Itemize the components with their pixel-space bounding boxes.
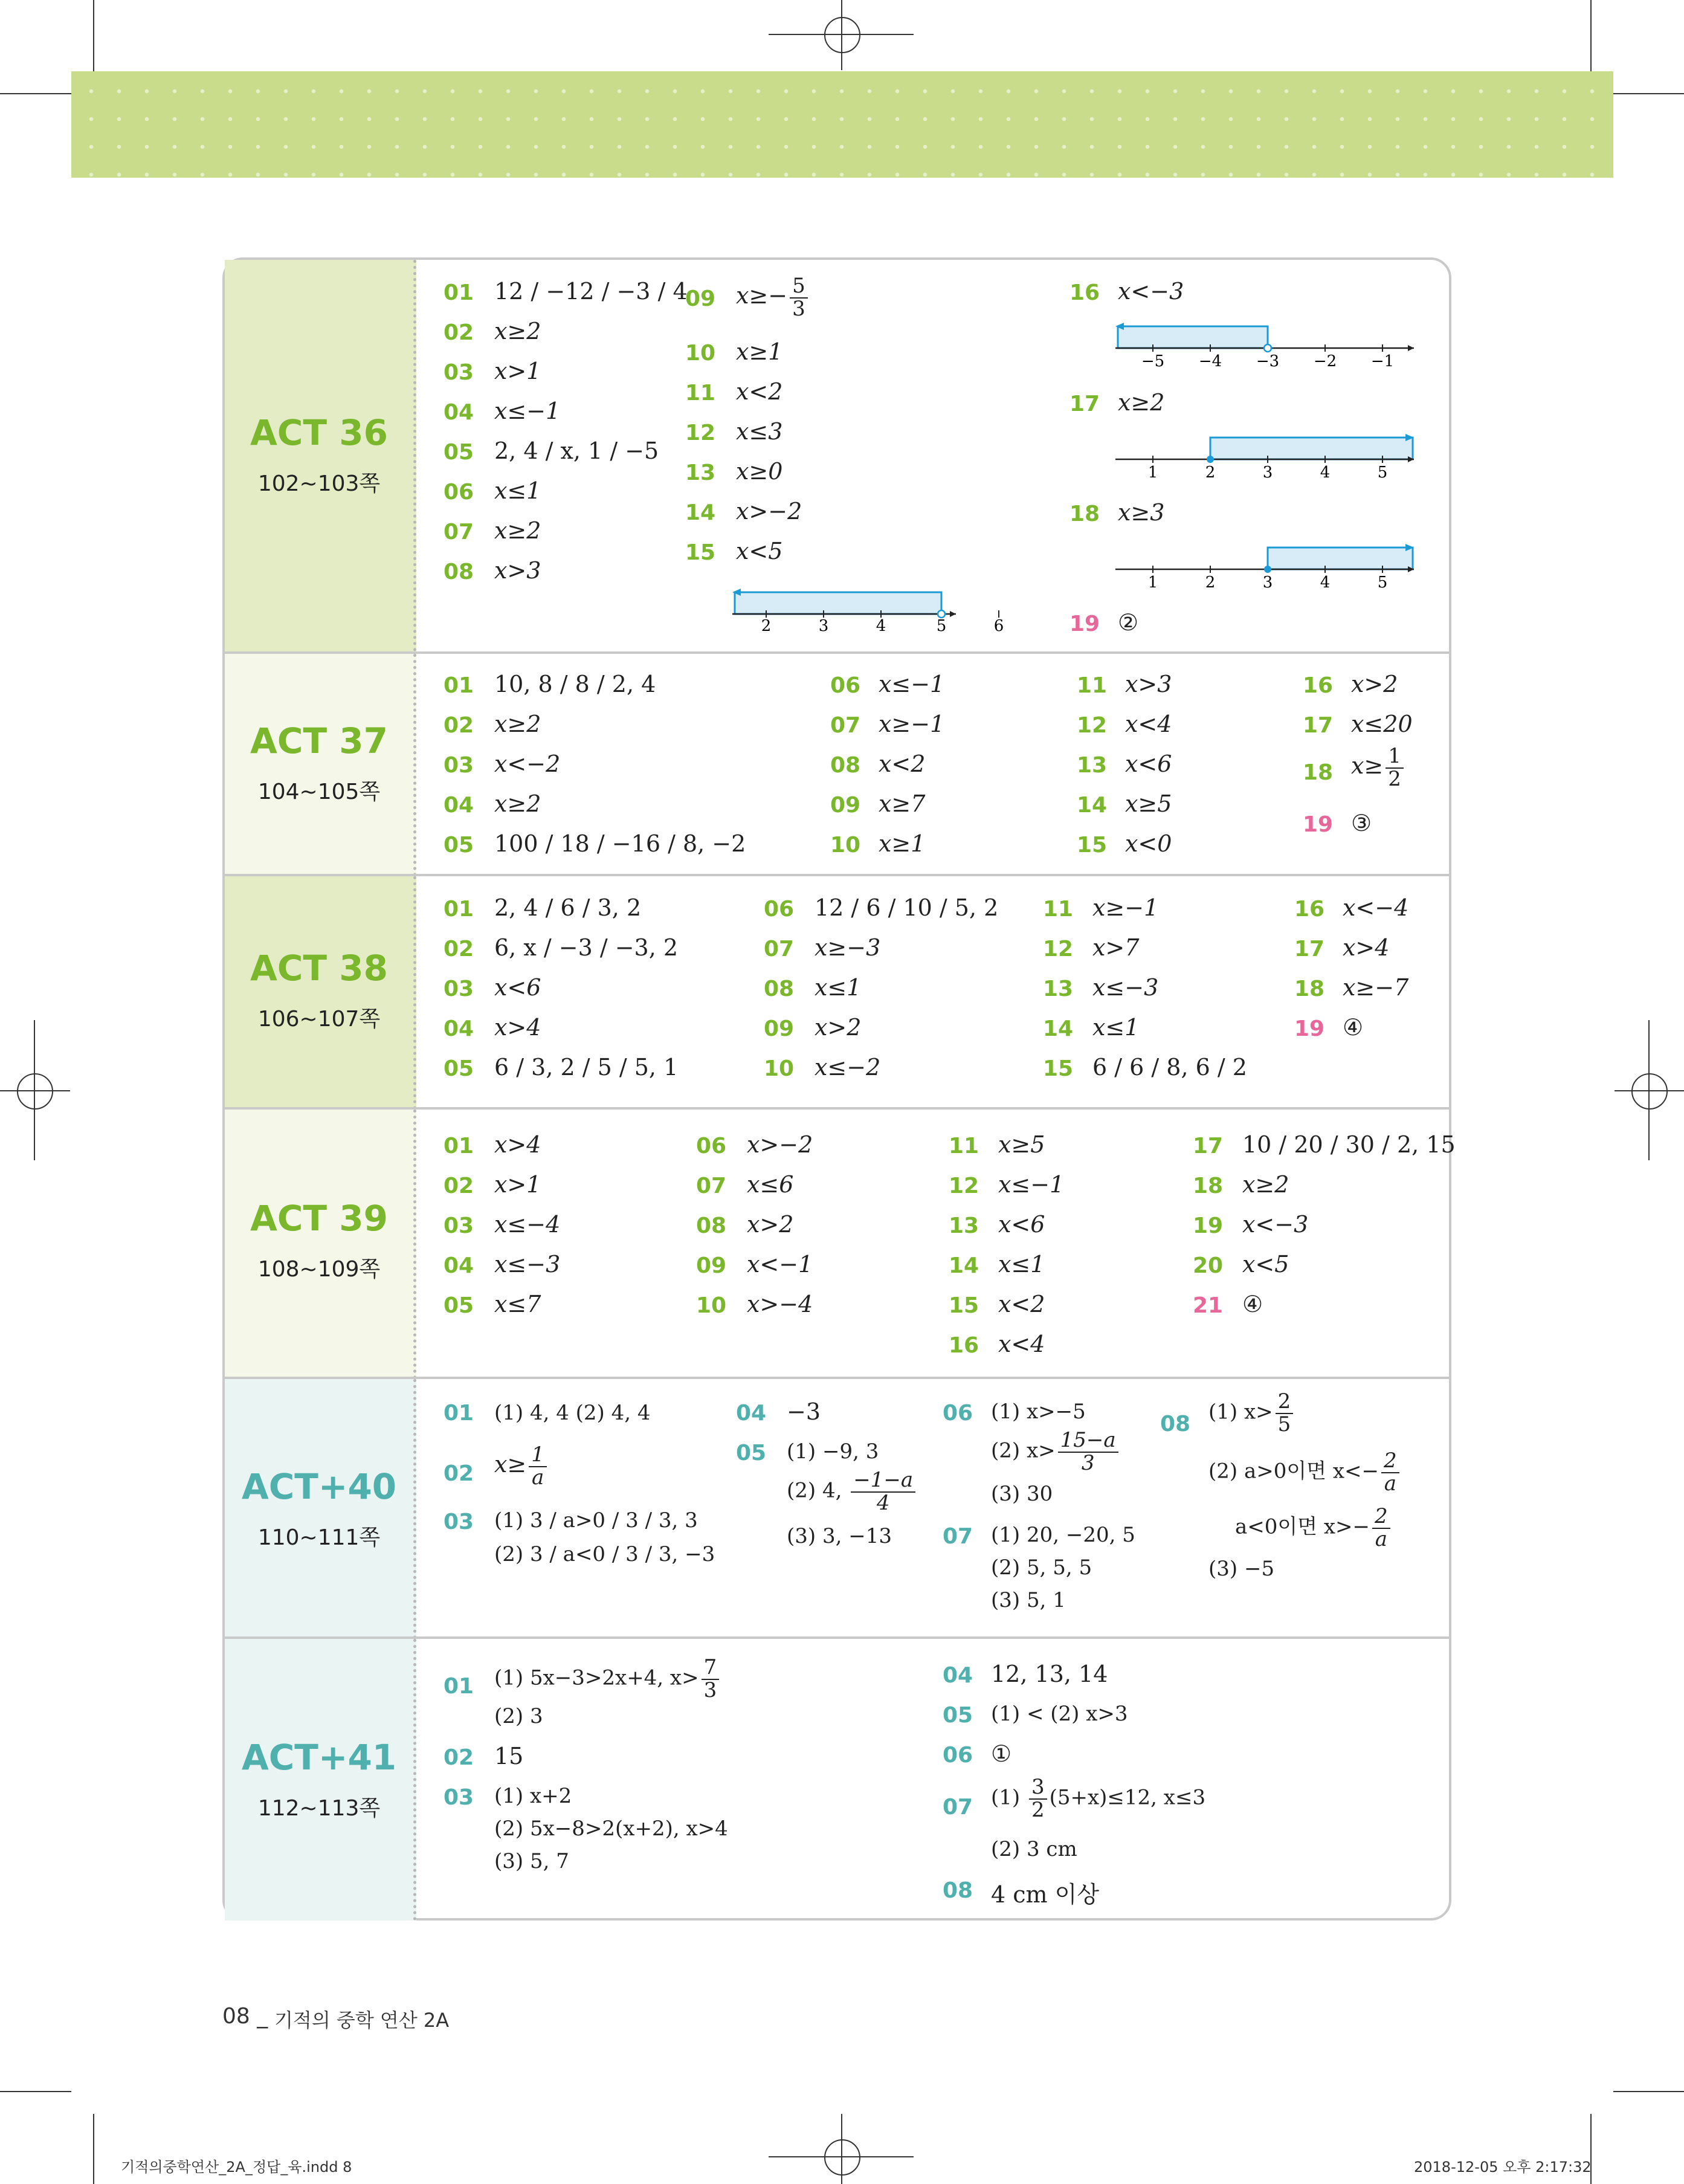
item-number: 06 [830,673,861,698]
item-number: 16 [949,1333,979,1358]
item-answer-line: (2) 5x−8>2(x+2), x>4 [494,1817,728,1841]
item-answer: x≥−7 [1343,974,1409,1001]
tick-label: 3 [1262,464,1273,482]
item-number: 09 [696,1253,727,1278]
item-number: 13 [1043,977,1074,1001]
item-number: 02 [444,713,474,738]
item-number: 15 [1077,833,1108,858]
item-number: 18 [1069,502,1100,526]
item-answer-line: (3) 5, 7 [494,1849,569,1873]
item-number: 03 [444,1213,474,1238]
item-answer: 6 / 6 / 8, 6 / 2 [1092,1054,1247,1081]
tick-label: 2 [1205,573,1216,592]
item-number: 15 [1043,1056,1074,1081]
item-number: 04 [444,400,474,425]
item-number: 03 [444,977,474,1001]
item-number: 01 [444,280,474,305]
header-band [71,71,1613,178]
item-answer: x<6 [494,974,541,1001]
item-answer-line: a<0이면 x>− $\frac{2}{a}$ [1235,1506,1393,1550]
item-answer: (1) < (2) x>3 [991,1702,1128,1726]
item-answer-line: (3) 3, −13 [787,1524,892,1548]
item-answer: x>−4 [747,1291,813,1317]
tick-label: 1 [1147,464,1158,482]
item-number: 05 [736,1441,767,1465]
item-number: 07 [444,520,474,544]
item-answer: 12 / 6 / 10 / 5, 2 [815,894,999,921]
item-answer: x<2 [879,751,926,777]
item-number: 12 [1077,713,1108,738]
item-answer: x≤1 [494,477,541,504]
section-label [225,260,416,651]
tick-label: 4 [1320,573,1331,592]
item-answer: x<5 [736,538,783,564]
item-number: 09 [830,793,861,818]
item-answer: x≥−3 [815,934,881,961]
item-answer: (1) 3 / a>0 / 3 / 3, 3 [494,1508,698,1533]
item-answer: x≥1 [736,338,783,365]
item-number: 18 [1193,1174,1224,1198]
act-title: ACT 39 [250,1198,388,1239]
book-title: 기적의 중학 연산 2A [274,2009,450,2032]
item-number: 07 [830,713,861,738]
item-number: 13 [1077,753,1108,778]
item-number: 06 [943,1743,973,1768]
item-number: 21 [1193,1293,1224,1318]
item-number: 04 [444,793,474,818]
act-pages: 108~109쪽 [257,1257,381,1282]
item-number: 18 [1294,977,1325,1001]
item-number: 19 [1294,1016,1325,1041]
section-label [225,1639,416,1921]
item-answer: x≥2 [1242,1171,1289,1198]
item-number: 09 [685,286,716,311]
item-number: 08 [764,977,795,1001]
item-number: 07 [764,937,795,961]
tick-label: 4 [1320,464,1331,482]
numberline-16 [1115,312,1418,370]
item-number: 14 [1043,1016,1074,1041]
act-pages: 106~107쪽 [257,1007,381,1032]
item-number: 07 [943,1795,973,1820]
item-number: 10 [764,1056,795,1081]
section-label [225,1110,416,1379]
item-answer: x≥5 [1125,790,1172,817]
tick-label: 5 [1377,573,1388,592]
item-answer-line: (3) −5 [1208,1557,1275,1581]
item-number: 14 [949,1253,979,1278]
tick-label: 3 [818,617,829,635]
item-number: 17 [1193,1134,1224,1158]
item-number: 19 [1303,812,1334,837]
item-number: 11 [949,1134,979,1158]
item-answer-line: (2) 4, $\frac{-1-a}{4}$ [787,1470,918,1514]
item-answer: x<5 [1242,1251,1289,1278]
item-number: 14 [685,500,716,525]
item-number: 03 [444,360,474,385]
tick-label: 3 [1262,573,1273,592]
item-number: 16 [1069,280,1100,305]
item-answer: x>4 [494,1131,541,1158]
item-answer: (1) −9, 3 [787,1439,879,1464]
item-answer: 6 / 3, 2 / 5 / 5, 1 [494,1054,679,1081]
item-answer: x≥2 [494,790,541,817]
act-pages: 102~103쪽 [257,471,381,496]
item-answer: x>4 [494,1014,541,1041]
item-number: 17 [1069,392,1100,416]
item-number: 06 [943,1401,973,1426]
item-number: 11 [1043,897,1074,922]
item-answer: x≥2 [494,318,541,344]
item-answer: x≥−1 [1092,894,1159,921]
item-answer: ④ [1242,1291,1263,1317]
item-number: 03 [444,753,474,778]
numberline-17 [1115,423,1418,481]
item-answer: x≤6 [747,1171,794,1198]
item-answer: x>2 [815,1014,862,1041]
section-label [225,654,416,876]
act-title: ACT 38 [250,948,388,989]
item-answer: 2, 4 / x, 1 / −5 [494,438,659,464]
item-answer: x≤20 [1351,711,1413,737]
item-number: 10 [685,341,716,366]
section-act37 [225,651,1449,876]
item-answer: x<4 [998,1331,1045,1357]
tick-label: −1 [1370,352,1395,370]
numberline-18 [1115,533,1418,591]
item-answer: x<2 [736,378,783,405]
item-answer: x≤3 [736,418,783,445]
item-number: 16 [1303,673,1334,698]
act-pages: 110~111쪽 [257,1525,381,1550]
item-answer: x≤−4 [494,1211,561,1238]
item-answer: ③ [1351,810,1372,836]
item-answer: (1) x>−5 [991,1400,1086,1424]
item-number: 01 [444,673,474,698]
item-answer-line: (2) 5, 5, 5 [991,1556,1092,1580]
item-answer: 12 / −12 / −3 / 4 [494,278,688,305]
item-number: 04 [444,1016,474,1041]
item-answer: 100 / 18 / −16 / 8, −2 [494,830,746,857]
item-answer: x>3 [1125,671,1172,697]
numberline-15 [732,574,1004,635]
item-answer: x<2 [998,1291,1045,1317]
item-answer: x≥2 [1118,389,1165,416]
item-number: 06 [764,897,795,922]
item-number: 01 [444,1134,474,1158]
item-number: 10 [830,833,861,858]
item-number: 01 [444,897,474,922]
item-answer: x<0 [1125,830,1172,857]
item-answer: x≤−1 [998,1171,1065,1198]
item-number: 07 [943,1524,973,1549]
item-answer-line: (2) x> $\frac{15-a}{3}$ [991,1430,1121,1474]
section-act36 [225,260,1449,651]
item-answer: x<4 [1125,711,1172,737]
item-answer: ② [1118,609,1139,636]
item-number: 17 [1303,713,1334,738]
item-answer: 10, 8 / 8 / 2, 4 [494,671,656,697]
item-answer: x>2 [747,1211,794,1238]
item-number: 05 [444,1056,474,1081]
item-answer: (1) 4, 4 (2) 4, 4 [494,1401,651,1425]
item-answer: x>−2 [736,498,802,525]
item-number: 02 [444,1461,474,1486]
item-answer: x≥0 [736,458,783,485]
item-answer: 4 cm 이상 [991,1881,1100,1908]
item-answer: x≥− $\frac{5}{3}$ [736,276,810,320]
item-number: 19 [1069,612,1100,636]
item-number: 08 [696,1213,727,1238]
item-answer: x≤−1 [879,671,945,697]
item-answer: x≥3 [1118,499,1165,526]
file-name: 기적의중학연산_2A_정답_육.indd 8 [121,2159,352,2176]
item-number: 06 [444,480,474,505]
tick-label: −4 [1198,352,1222,370]
item-answer: x≤1 [1092,1014,1140,1041]
item-number: 15 [949,1293,979,1318]
item-answer: x≥2 [494,711,541,737]
item-answer: ④ [1343,1014,1364,1041]
section-act38 [225,874,1449,1110]
section-act39 [225,1107,1456,1379]
item-answer: x≤7 [494,1291,541,1317]
item-answer: 2, 4 / 6 / 3, 2 [494,894,642,921]
item-number: 04 [736,1401,767,1426]
item-answer: x>1 [494,358,541,384]
item-answer: x≥5 [998,1131,1045,1158]
item-number: 01 [444,1401,474,1426]
tick-label: 2 [1205,464,1216,482]
item-number: 05 [444,1293,474,1318]
item-number: 05 [444,833,474,858]
item-answer: x>3 [494,557,541,584]
item-answer: 10 / 20 / 30 / 2, 15 [1242,1131,1456,1158]
item-answer: x≥−1 [879,711,945,737]
act-title: ACT 37 [250,720,388,761]
item-answer-line: (3) 30 [991,1482,1053,1506]
tick-label: 5 [1377,464,1388,482]
item-answer: 12, 13, 14 [991,1661,1108,1687]
item-answer: 15 [494,1743,524,1769]
item-answer: x≤1 [815,974,862,1001]
item-answer: x<6 [1125,751,1172,777]
item-answer: x≥2 [494,517,541,544]
item-number: 04 [444,1253,474,1278]
page-number: 08 _ [222,2004,268,2029]
tick-label: 1 [1147,573,1158,592]
item-number: 05 [444,440,474,465]
tick-label: 5 [936,617,947,635]
item-number: 12 [949,1174,979,1198]
item-answer: x≥7 [879,790,926,817]
item-answer: (1) x+2 [494,1784,572,1808]
item-number: 11 [685,381,716,405]
act-title: ACT+40 [241,1466,397,1507]
item-number: 05 [943,1703,973,1728]
item-answer: x≥ $\frac{1}{2}$ [1351,746,1406,790]
item-answer: (1) 5x−3>2x+4, x> $\frac{7}{3}$ [494,1657,721,1701]
item-number: 08 [444,560,474,584]
item-answer: x≤−1 [494,398,561,424]
item-number: 09 [764,1016,795,1041]
item-number: 01 [444,1674,474,1699]
item-answer-line: (3) 5, 1 [991,1588,1066,1612]
item-answer: ① [991,1740,1012,1767]
item-answer: x≥1 [879,830,926,857]
tick-label: −2 [1313,352,1337,370]
tick-label: 2 [761,617,772,635]
item-number: 06 [696,1134,727,1158]
item-number: 12 [685,421,716,445]
tick-label: 4 [876,617,886,635]
item-number: 07 [696,1174,727,1198]
item-answer: x≤1 [998,1251,1045,1278]
section-label [225,876,416,1110]
item-answer: x≤−2 [815,1054,881,1081]
item-answer: x<−3 [1118,278,1184,305]
item-number: 16 [1294,897,1325,922]
item-answer: x>4 [1343,934,1390,961]
item-number: 02 [444,937,474,961]
item-answer: x<6 [998,1211,1045,1238]
item-answer: x<−1 [747,1251,813,1278]
act-title: ACT 36 [250,412,388,453]
item-answer-line: (2) 3 [494,1704,543,1728]
item-number: 08 [830,753,861,778]
answer-table [222,257,1456,1921]
item-number: 20 [1193,1253,1224,1278]
tick-label: 6 [993,617,1004,635]
item-answer: x>−2 [747,1131,813,1158]
item-number: 02 [444,320,474,345]
item-answer: x≤−3 [1092,974,1159,1001]
item-number: 03 [444,1510,474,1534]
item-answer-line: (2) 3 cm [991,1837,1077,1861]
item-answer: (1) 20, −20, 5 [991,1523,1135,1547]
item-answer: x≤−3 [494,1251,561,1278]
item-number: 13 [949,1213,979,1238]
act-pages: 112~113쪽 [257,1796,381,1821]
item-number: 10 [696,1293,727,1318]
item-answer: x≥ $\frac{1}{a}$ [494,1444,549,1488]
tick-label: −3 [1256,352,1280,370]
item-answer: x>2 [1351,671,1398,697]
section-act40 [225,1377,1449,1639]
tick-label: −5 [1141,352,1165,370]
section-label [225,1379,416,1639]
item-answer: (1) $\frac{3}{2}$ (5+x)≤12, x≤3 [991,1775,1206,1822]
item-number: 15 [685,540,716,565]
item-answer-line: (2) 3 / a<0 / 3 / 3, −3 [494,1542,715,1566]
item-number: 08 [943,1878,973,1903]
item-answer: x<−3 [1242,1211,1309,1238]
act-pages: 104~105쪽 [257,780,381,804]
item-number: 19 [1193,1213,1224,1238]
item-number: 03 [444,1785,474,1810]
item-answer: x>1 [494,1171,541,1198]
item-answer-line: (2) a>0이면 x<− $\frac{2}{a}$ [1208,1450,1402,1494]
item-number: 12 [1043,937,1074,961]
item-number: 11 [1077,673,1108,698]
item-number: 02 [444,1174,474,1198]
act-title: ACT+41 [241,1737,397,1778]
item-number: 18 [1303,760,1334,785]
item-answer: −3 [787,1398,821,1425]
timestamp: 2018-12-05 오후 2:17:32 [1414,2159,1592,2176]
item-number: 13 [685,460,716,485]
item-answer: x<−4 [1343,894,1409,921]
item-number: 02 [444,1745,474,1770]
item-answer: 6, x / −3 / −3, 2 [494,934,679,961]
item-number: 08 [1160,1412,1191,1436]
item-answer: x>7 [1092,934,1140,961]
item-number: 04 [943,1663,973,1688]
item-answer: (1) x> $\frac{2}{5}$ [1208,1391,1295,1435]
section-act41 [225,1636,1449,1921]
item-number: 14 [1077,793,1108,818]
item-answer: x<−2 [494,751,561,777]
item-number: 17 [1294,937,1325,961]
